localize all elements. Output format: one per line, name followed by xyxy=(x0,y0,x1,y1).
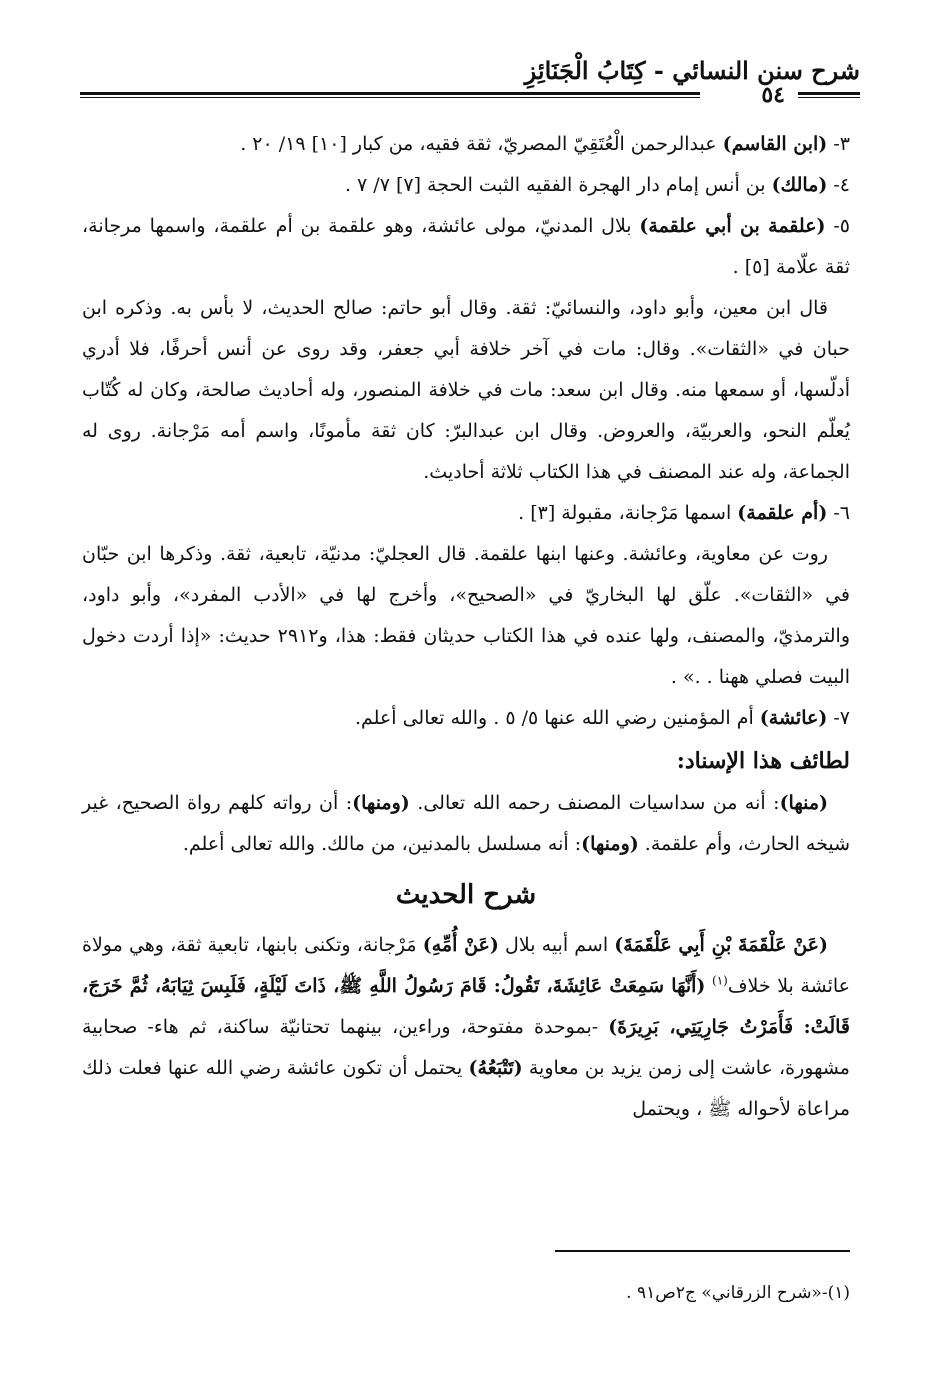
narrator-entry-5 xyxy=(82,206,850,288)
paragraph-umm-alqama: روت عن معاوية، وعائشة. وعنها ابنها علقمة. قال العجليّ: مدنيّة، تابعية، ثقة. وذكرها ابن حبّان في «الثقات». علّق لها البخاريّ في «الصحيح»، وأخرج لها في «الأدب المفرد»، وأبو داود، والترمذيّ، والمصنف، ولها عنده في هذا الكتاب حديثان فقط: هذا، و٢٩١٢ حديث: «إذا أردت دخول البيت فصلي ههنا . .» . xyxy=(82,543,850,688)
commentary-text: مَرْجانة، وتكنى بابنها، تابعية ثقة، وهي مولاة عائشة بلا خلاف xyxy=(82,934,850,997)
narrator-name: (علقمة بن أبي علقمة) xyxy=(639,215,826,237)
lataif-text: : أنه مسلسل بالمدنين، من مالك. والله تعالى أعلم. xyxy=(182,833,582,855)
narrator-entry-6 xyxy=(82,493,850,534)
section-heading-lataif: لطائف هذا الإسناد: xyxy=(676,748,850,774)
quoted-text: (عَنْ أُمِّهِ) xyxy=(422,934,499,956)
marker: (منها) xyxy=(779,792,828,814)
lataif-text: : أنه من سداسيات المصنف رحمه الله تعالى. xyxy=(409,792,780,814)
page-number: ٥٤ xyxy=(761,82,785,108)
narrator-text: بن أنس إمام دار الهجرة الفقيه الثبت الحجة [٧] ٧/ ٧ . xyxy=(344,174,772,196)
header-rule-short xyxy=(798,92,860,98)
marker: (ومنها) xyxy=(581,833,639,855)
paragraph-lataif xyxy=(82,783,850,865)
lataif-text: : أن رواته كلهم رواة الصحيح، غير شيخه الحارث، وأم علقمة. xyxy=(82,792,850,855)
footnote-reference[interactable]: (١) xyxy=(712,973,728,988)
narrator-entry-7 xyxy=(82,698,850,739)
narrator-entry-3 xyxy=(82,124,850,165)
paragraph-alqama: قال ابن معين، وأبو داود، والنسائيّ: ثقة. وقال أبو حاتم: صالح الحديث، لا بأس به. وذكره ابن حبان في «الثقات». وقال: مات في آخر خلافة أبي جعفر، وقد روى عن أنس أحرفًا، فلا أدري أدلّسها، أو سمعها منه. وقال ابن سعد: مات في خلافة المنصور، وله أحاديث صالحة، وكان له كُتّاب يُعلّم النحو، والعربيّة، والعروض. وقال ابن عبدالبرّ: كان ثقة مأمونًا، واسم أمه مَرْجانة. روى له الجماعة، وله عند المصنف في هذا الكتاب ثلاثة أحاديث. xyxy=(82,297,850,483)
narrator-text: اسمها مَرْجانة، مقبولة [٣] . xyxy=(518,502,738,524)
entry-number: ٧- xyxy=(827,707,850,729)
commentary-text: -بموحدة مفتوحة، وراءين، بينهما تحتانيّة ساكنة، ثم هاء- صحابية مشهورة، عاشت إلى زمن يزيد بن معاوية xyxy=(82,1016,850,1079)
header-rule xyxy=(80,92,700,98)
entry-number: ٣- xyxy=(827,133,850,155)
commentary-text: يحتمل أن تكون عائشة رضي الله عنها فعلت ذلك مراعاة لأحواله ﷺ ، ويحتمل xyxy=(82,1057,850,1120)
narrator-name: (مالك) xyxy=(771,174,828,196)
footnote: (١)-«شرح الزرقاني» ج٢ص٩١ . xyxy=(626,1283,850,1303)
narrator-name: (ابن القاسم) xyxy=(722,133,828,155)
footnote-separator xyxy=(555,1250,850,1252)
quoted-text: (عَنْ عَلْقَمَةَ بْنِ أَبِي عَلْقَمَةَ) xyxy=(614,934,828,956)
narrator-entry-4 xyxy=(82,165,850,206)
paragraph-sharh xyxy=(82,925,850,1130)
narrator-name: (أم علقمة) xyxy=(737,502,828,524)
marker: (ومنها) xyxy=(352,792,410,814)
narrator-text: عبدالرحمن الْعُتَقِيّ المصريّ، ثقة فقيه، من كبار [١٠] ١٩/ ٢٠ . xyxy=(240,133,723,155)
narrator-name: (عائشة) xyxy=(759,707,828,729)
running-header xyxy=(80,52,860,112)
quoted-text: (تَتْبَعُهُ) xyxy=(468,1057,523,1079)
main-text xyxy=(82,124,850,1130)
entry-number: ٥- xyxy=(825,215,850,237)
quoted-text: (أَنَّهَا سَمِعَتْ عَائِشَةَ، تَقُولُ: قَامَ رَسُولُ اللَّهِ ﷺ، ذَاتَ لَيْلَةٍ، فَلَبِسَ ثِيَابَهُ، ثُمَّ خَرَجَ، قَالَتْ: فَأَمَرْتُ جَارِيَتِي، بَرِيرَةَ) xyxy=(82,975,850,1038)
entry-number: ٦- xyxy=(827,502,850,524)
entry-number: ٤- xyxy=(827,174,850,196)
commentary-text xyxy=(705,975,712,997)
section-heading-sharh: شرح الحديث xyxy=(395,880,537,910)
header-title: شرح سنن النسائي - كِتَابُ الْجَنَائِزِ xyxy=(524,56,860,85)
commentary-text: اسم أبيه بلال xyxy=(498,934,615,956)
narrator-text: أم المؤمنين رضي الله عنها ٥/ ٥ . والله تعالى أعلم. xyxy=(354,707,760,729)
narrator-text: بلال المدنيّ، مولى عائشة، وهو علقمة بن أم علقمة، واسمها مرجانة، ثقة علّامة [٥] . xyxy=(82,215,850,278)
